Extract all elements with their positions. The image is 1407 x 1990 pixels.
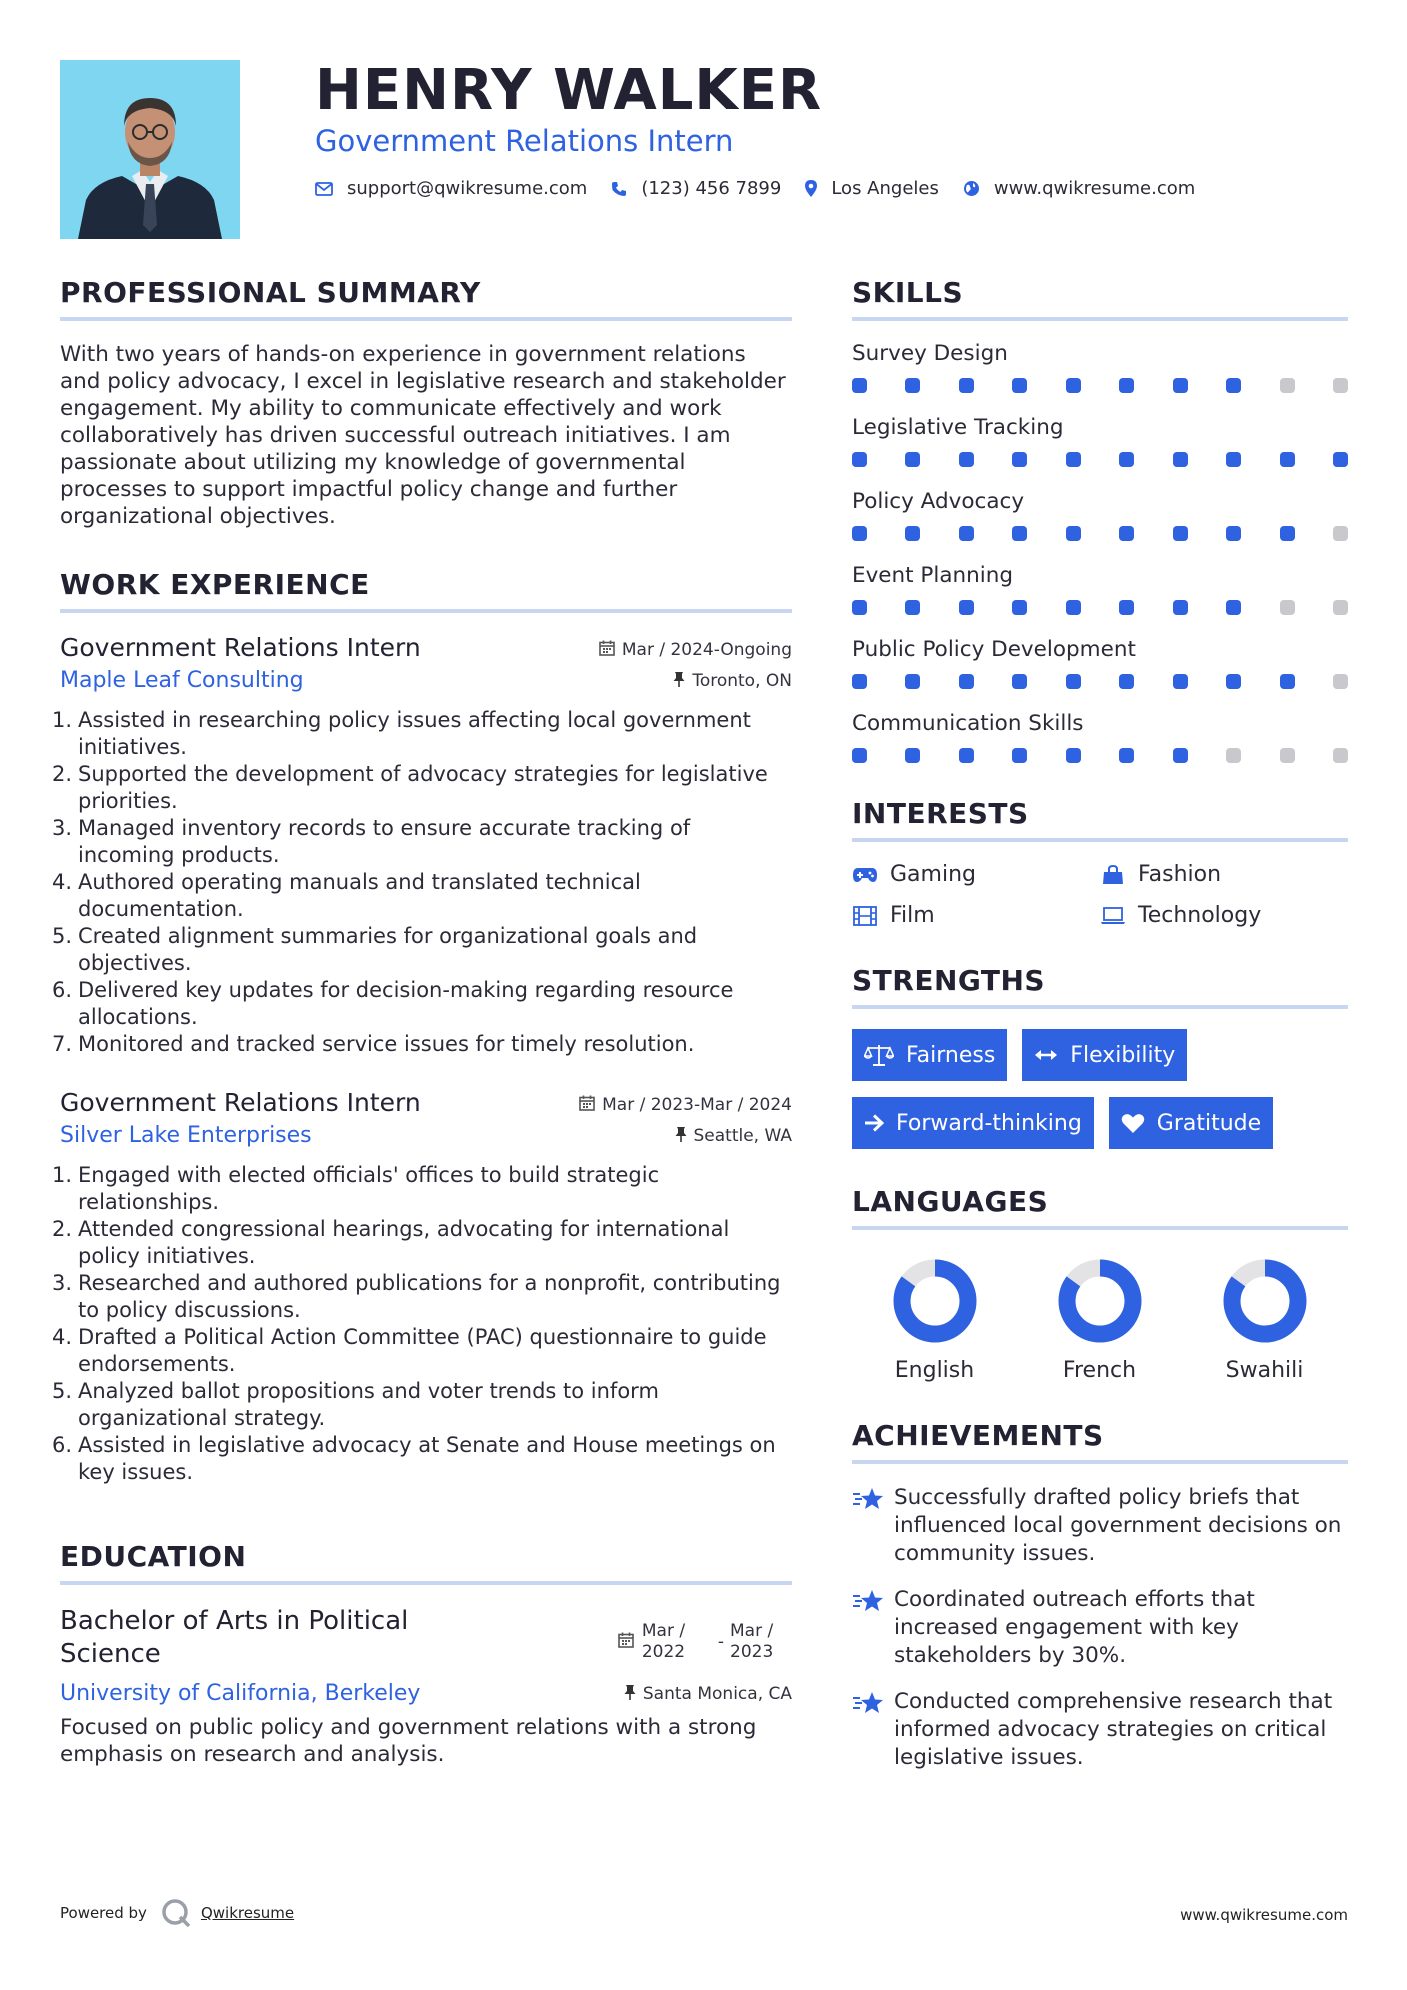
language-name: Swahili	[1225, 1358, 1304, 1383]
list-item: 4. Drafted a Political Action Committee (PAC) questionnaire to guide endorsements.	[52, 1325, 767, 1376]
list-item: 1. Engaged with elected officials' offices to build strategic relationships.	[52, 1163, 660, 1214]
interest-item	[1100, 903, 1348, 928]
interests-list	[852, 862, 1348, 928]
laptop-icon	[1100, 905, 1126, 927]
contact-website[interactable]: www.qwikresume.com	[993, 178, 1196, 199]
envelope-icon	[315, 182, 333, 196]
strength-tag	[852, 1029, 1007, 1081]
achievement-text: Coordinated outreach efforts that increased engagement with key stakeholders by 30%.	[894, 1587, 1255, 1668]
strength-label: Fairness	[906, 1042, 996, 1068]
skill-dot	[905, 526, 920, 541]
calendar-icon	[599, 640, 615, 660]
skill-dot	[1226, 452, 1241, 467]
skill-dot	[1066, 452, 1081, 467]
strengths-list	[852, 1029, 1348, 1149]
language-proficiency-ring	[890, 1256, 980, 1346]
language-proficiency-ring	[1220, 1256, 1310, 1346]
skill-dot	[1173, 748, 1188, 763]
education-start-date: Mar / 2022	[641, 1621, 686, 1662]
skill-rating	[852, 526, 1348, 541]
skill-dot	[1119, 748, 1134, 763]
skill-dot	[1119, 600, 1134, 615]
skill-dot	[1333, 452, 1348, 467]
contact-email[interactable]: support@qwikresume.com	[347, 178, 588, 199]
skill-dot	[1066, 526, 1081, 541]
list-item: 3. Researched and authored publications for a nonprofit, contributing to policy discussions.	[52, 1271, 781, 1322]
skill-rating	[852, 674, 1348, 689]
skill-dot	[905, 674, 920, 689]
shopping-bag-icon	[1100, 864, 1126, 886]
strengths-heading: STRENGTHS	[852, 964, 1348, 1009]
job-date: Mar / 2023-Mar / 2024	[602, 1095, 792, 1115]
profile-photo	[60, 60, 240, 239]
skill-dot	[1280, 526, 1295, 541]
skill-rating	[852, 600, 1348, 615]
interest-label: Gaming	[890, 862, 976, 887]
achievement-item	[852, 1586, 1348, 1670]
job-entry	[52, 1088, 792, 1486]
skill-name: Legislative Tracking	[852, 415, 1064, 440]
job-location: Seattle, WA	[693, 1126, 792, 1146]
skill-dot	[959, 748, 974, 763]
pushpin-icon	[624, 1684, 636, 1704]
skill-dot	[852, 378, 867, 393]
skill-rating	[852, 452, 1348, 467]
skill-item	[852, 711, 1348, 763]
skill-item	[852, 563, 1348, 615]
skill-name: Event Planning	[852, 563, 1014, 588]
globe-icon	[963, 180, 980, 197]
gamepad-icon	[852, 864, 878, 886]
qwikresume-logo-icon	[161, 1898, 191, 1928]
list-item: 5. Analyzed ballot propositions and voter trends to inform organizational strategy.	[52, 1379, 659, 1430]
skill-dot	[1173, 452, 1188, 467]
skill-dot	[959, 674, 974, 689]
shooting-star-icon	[852, 1688, 894, 1772]
skills-list	[852, 341, 1348, 763]
job-location: Toronto, ON	[692, 671, 792, 691]
skill-dot	[1333, 600, 1348, 615]
education-end-date: Mar / 2023	[730, 1621, 774, 1662]
skill-dot	[1173, 600, 1188, 615]
contact-phone[interactable]: (123) 456 7899	[641, 178, 782, 199]
school-name: University of California, Berkeley	[60, 1681, 421, 1706]
powered-by-label: Powered by	[60, 1904, 147, 1922]
job-company: Maple Leaf Consulting	[60, 668, 304, 693]
language-item	[1017, 1250, 1182, 1383]
left-column	[52, 276, 792, 1768]
skill-dot	[1333, 526, 1348, 541]
achievements-heading: ACHIEVEMENTS	[852, 1419, 1348, 1464]
skill-name: Communication Skills	[852, 711, 1084, 736]
arrows-horizontal-icon	[1034, 1048, 1058, 1062]
skill-dot	[905, 748, 920, 763]
strength-tag	[852, 1097, 1094, 1149]
strength-tag	[1022, 1029, 1187, 1081]
skill-dot	[1173, 378, 1188, 393]
candidate-role: Government Relations Intern	[315, 124, 734, 158]
job-title: Government Relations Intern	[60, 633, 421, 662]
achievement-item	[852, 1484, 1348, 1568]
skill-dot	[1226, 674, 1241, 689]
skill-dot	[905, 378, 920, 393]
skill-rating	[852, 748, 1348, 763]
skill-dot	[1173, 526, 1188, 541]
skill-dot	[1012, 452, 1027, 467]
interests-heading: INTERESTS	[852, 797, 1348, 842]
skill-dot	[1066, 600, 1081, 615]
list-item: 3. Managed inventory records to ensure accurate tracking of incoming products.	[52, 816, 691, 867]
interest-item	[852, 862, 1100, 887]
skill-dot	[1066, 674, 1081, 689]
list-item: 1. Assisted in researching policy issues affecting local government initiatives.	[52, 708, 751, 759]
calendar-icon	[618, 1632, 634, 1652]
achievement-text: Successfully drafted policy briefs that influenced local government decisions on community issues.	[894, 1485, 1342, 1566]
list-item: 5. Created alignment summaries for organizational goals and objectives.	[52, 924, 698, 975]
calendar-icon	[579, 1095, 595, 1115]
skill-dot	[1173, 674, 1188, 689]
skill-dot	[1280, 378, 1295, 393]
skill-dot	[1280, 452, 1295, 467]
list-item: 4. Authored operating manuals and translated technical documentation.	[52, 870, 641, 921]
skill-dot	[1012, 748, 1027, 763]
map-pin-icon	[805, 180, 817, 197]
skill-name: Public Policy Development	[852, 637, 1136, 662]
list-item: 6. Assisted in legislative advocacy at Senate and House meetings on key issues.	[52, 1433, 776, 1484]
skill-item	[852, 341, 1348, 393]
achievement-text: Conducted comprehensive research that informed advocacy strategies on critical legislative issues.	[894, 1689, 1333, 1770]
pushpin-icon	[675, 1126, 687, 1146]
job-date: Mar / 2024-Ongoing	[621, 640, 792, 660]
interest-label: Fashion	[1138, 862, 1222, 887]
job-bullets	[52, 707, 792, 1058]
achievement-item	[852, 1688, 1348, 1772]
skill-dot	[852, 526, 867, 541]
skill-dot	[959, 378, 974, 393]
candidate-name: HENRY WALKER	[315, 58, 823, 123]
right-column	[852, 276, 1348, 1790]
strength-label: Gratitude	[1156, 1110, 1262, 1136]
skill-dot	[1333, 748, 1348, 763]
skill-dot	[1226, 600, 1241, 615]
skill-dot	[959, 600, 974, 615]
skill-dot	[1226, 748, 1241, 763]
achievements-list	[852, 1484, 1348, 1772]
skill-dot	[1119, 378, 1134, 393]
education-heading: EDUCATION	[60, 1540, 792, 1585]
list-item: 6. Delivered key updates for decision-making regarding resource allocations.	[52, 978, 734, 1029]
footer-powered-by	[60, 1898, 294, 1928]
skills-heading: SKILLS	[852, 276, 1348, 321]
skill-dot	[1333, 674, 1348, 689]
skill-dot	[1280, 748, 1295, 763]
job-entry	[52, 633, 792, 1058]
skill-dot	[1119, 674, 1134, 689]
skill-rating	[852, 378, 1348, 393]
summary-text: With two years of hands-on experience in government relations and policy advocacy, I excel in legislative research and stakeholder engagement. My ability to communicate effectively and work collaboratively has driven successful outreach initiatives. I am passionate about utilizing my knowledge of governmental processes to support impactful policy change and further organizational objectives.	[60, 342, 786, 529]
skill-dot	[905, 452, 920, 467]
list-item: 7. Monitored and tracked service issues for timely resolution.	[52, 1032, 695, 1056]
language-item	[1182, 1250, 1347, 1383]
balance-scale-icon	[864, 1044, 894, 1066]
contact-location: Los Angeles	[831, 178, 939, 199]
languages-heading: LANGUAGES	[852, 1185, 1348, 1230]
strength-label: Forward-thinking	[896, 1110, 1082, 1136]
interest-item	[1100, 862, 1348, 887]
education-entry	[60, 1605, 792, 1671]
interest-item	[852, 903, 1100, 928]
portrait-illustration	[60, 60, 240, 239]
skill-dot	[1119, 526, 1134, 541]
language-proficiency-ring	[1055, 1256, 1145, 1346]
skill-dot	[1226, 378, 1241, 393]
languages-list	[852, 1250, 1348, 1383]
education-description: Focused on public policy and government relations with a strong emphasis on research and analysis.	[60, 1715, 757, 1767]
school-location: Santa Monica, CA	[642, 1684, 792, 1704]
skill-dot	[1012, 600, 1027, 615]
shooting-star-icon	[852, 1484, 894, 1568]
list-item: 2. Attended congressional hearings, advocating for international policy initiatives.	[52, 1217, 730, 1268]
job-bullets	[52, 1162, 792, 1486]
skill-dot	[852, 674, 867, 689]
language-name: English	[894, 1358, 975, 1383]
language-name: French	[1062, 1358, 1137, 1383]
language-item	[852, 1250, 1017, 1383]
skill-dot	[1226, 526, 1241, 541]
strength-label: Flexibility	[1070, 1042, 1176, 1068]
shooting-star-icon	[852, 1586, 894, 1670]
skill-dot	[1066, 378, 1081, 393]
skill-dot	[852, 748, 867, 763]
list-item: 2. Supported the development of advocacy strategies for legislative priorities.	[52, 762, 768, 813]
pushpin-icon	[673, 671, 685, 691]
skill-dot	[905, 600, 920, 615]
skill-name: Survey Design	[852, 341, 1008, 366]
skill-dot	[1012, 674, 1027, 689]
summary-heading: PROFESSIONAL SUMMARY	[60, 276, 792, 321]
skill-dot	[1066, 748, 1081, 763]
skill-name: Policy Advocacy	[852, 489, 1025, 514]
skill-dot	[852, 600, 867, 615]
skill-dot	[1012, 526, 1027, 541]
job-title: Government Relations Intern	[60, 1088, 421, 1117]
contact-bar	[315, 178, 1219, 199]
skill-dot	[1119, 452, 1134, 467]
skill-dot	[1280, 600, 1295, 615]
arrow-right-icon	[864, 1114, 884, 1132]
skill-dot	[1012, 378, 1027, 393]
film-icon	[852, 905, 878, 927]
skill-dot	[959, 526, 974, 541]
skill-dot	[959, 452, 974, 467]
skill-dot	[1280, 674, 1295, 689]
interest-label: Technology	[1138, 903, 1262, 928]
degree-title: Bachelor of Arts in Political Science	[60, 1606, 409, 1669]
brand-link[interactable]: Qwikresume	[200, 1904, 295, 1922]
skill-item	[852, 637, 1348, 689]
phone-icon	[611, 181, 627, 197]
skill-dot	[1333, 378, 1348, 393]
heart-icon	[1121, 1113, 1145, 1134]
skill-item	[852, 415, 1348, 467]
work-heading: WORK EXPERIENCE	[60, 568, 792, 613]
job-company: Silver Lake Enterprises	[60, 1123, 312, 1148]
skill-dot	[852, 452, 867, 467]
date-separator: -	[717, 1632, 724, 1652]
interest-label: Film	[890, 903, 935, 928]
skill-item	[852, 489, 1348, 541]
footer-website[interactable]: www.qwikresume.com	[1180, 1906, 1348, 1924]
strength-tag	[1109, 1097, 1273, 1149]
